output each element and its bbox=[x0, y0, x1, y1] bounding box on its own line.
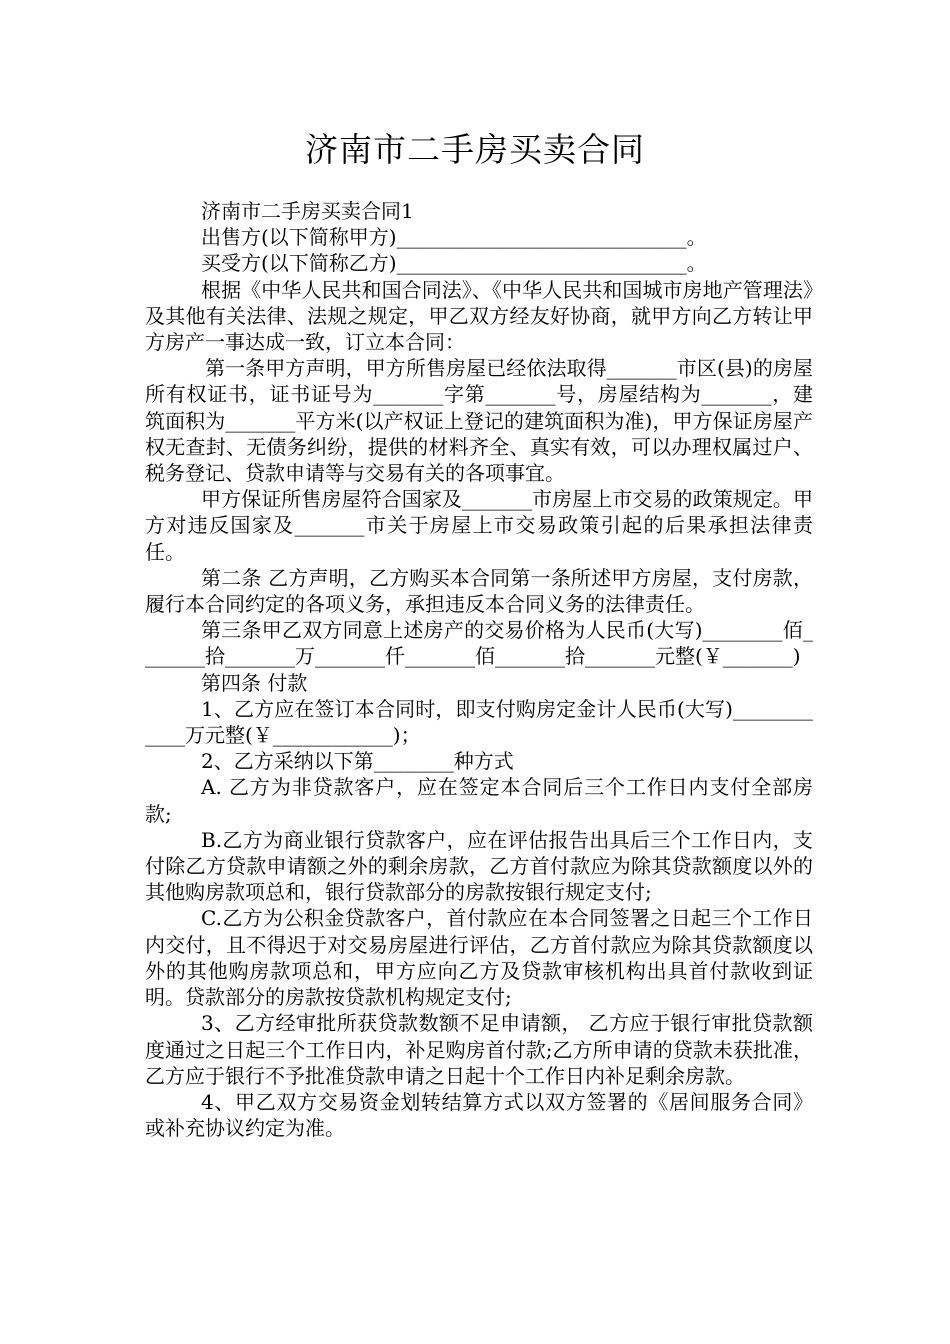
article-2-paragraph: 第二条 乙方声明，乙方购买本合同第一条所述甲方房屋，支付房款，履行本合同约定的各项义务，承担违反本合同义务的法律责任。 bbox=[145, 565, 813, 617]
payment-option-a: A. 乙方为非贷款客户，应在签定本合同后三个工作日内支付全部房款; bbox=[145, 775, 813, 826]
seller-line: 出售方(以下简称甲方)_____________________________。 bbox=[201, 225, 707, 250]
subtitle-paragraph: 济南市二手房买卖合同1 bbox=[201, 199, 414, 223]
payment-option-b: B.乙方为商业银行贷款客户，应在评估报告出具后三个工作日内，支付除乙方贷款申请额之外的剩余房款，乙方首付款应为除其贷款额度以外的其他购房款项总和，银行贷款部分的房款按银行规定支付; bbox=[145, 827, 813, 905]
article-1-paragraph: 第一条甲方声明，甲方所售房屋已经依法取得_______市区(县)的房屋所有权证书，证书证号为_______字第_______号，房屋结构为_______，建筑面积为_______平方米(以产权证上登记的建筑面积为准)，甲方保证房屋产权无查封、无债务纠纷，提供的材料齐全、真实有效，可以办理权属过户、税务登记、贷款申请等与交易有关的各项事宜。 bbox=[145, 356, 813, 486]
buyer-line: 买受方(以下简称乙方)_____________________________。 bbox=[201, 251, 707, 276]
contract-body bbox=[145, 198, 813, 1141]
article-3-paragraph: 第三条甲乙双方同意上述房产的交易价格为人民币(大写)________佰_______拾_______万_______仟_______佰_______拾_______元整(￥_______) bbox=[145, 618, 813, 669]
article-4-heading: 第四条 付款 bbox=[201, 670, 308, 695]
payment-option-c: C.乙方为公积金贷款客户，首付款应在本合同签署之日起三个工作日内交付，且不得迟于对交易房屋进行评估，乙方首付款应为除其贷款额度以外的其他购房款项总和，甲方应向乙方及贷款审核机构出具首付款收到证明。贷款部分的房款按贷款机构规定支付; bbox=[145, 906, 813, 1010]
article-1-guarantee-paragraph: 甲方保证所售房屋符合国家及_______市房屋上市交易的政策规定。甲方对违反国家及_______市关于房屋上市交易政策引起的后果承担法律责任。 bbox=[145, 487, 813, 564]
payment-clause-2: 2、乙方采纳以下第________种方式 bbox=[201, 749, 514, 774]
payment-clause-4: 4、甲乙双方交易资金划转结算方式以双方签署的《居间服务合同》或补充协议约定为准。 bbox=[145, 1089, 813, 1141]
preamble-paragraph: 根据《中华人民共和国合同法》、《中华人民共和国城市房地产管理法》及其他有关法律、法规之规定，甲乙双方经友好协商，就甲方向乙方转让甲方房产一事达成一致，订立本合同： bbox=[145, 277, 813, 355]
payment-clause-1: 1、乙方应在签订本合同时，即支付购房定金计人民币(大写)____________万元整(￥____________)； bbox=[145, 696, 813, 748]
document-title: 济南市二手房买卖合同 bbox=[305, 130, 645, 169]
payment-clause-3: 3、乙方经审批所获贷款数额不足申请额， 乙方应于银行审批贷款额度通过之日起三个工作日内，补足购房首付款;乙方所申请的贷款未获批准，乙方应于银行不予批准贷款申请之日起十个工作日内补足剩余房款。 bbox=[145, 1011, 813, 1088]
